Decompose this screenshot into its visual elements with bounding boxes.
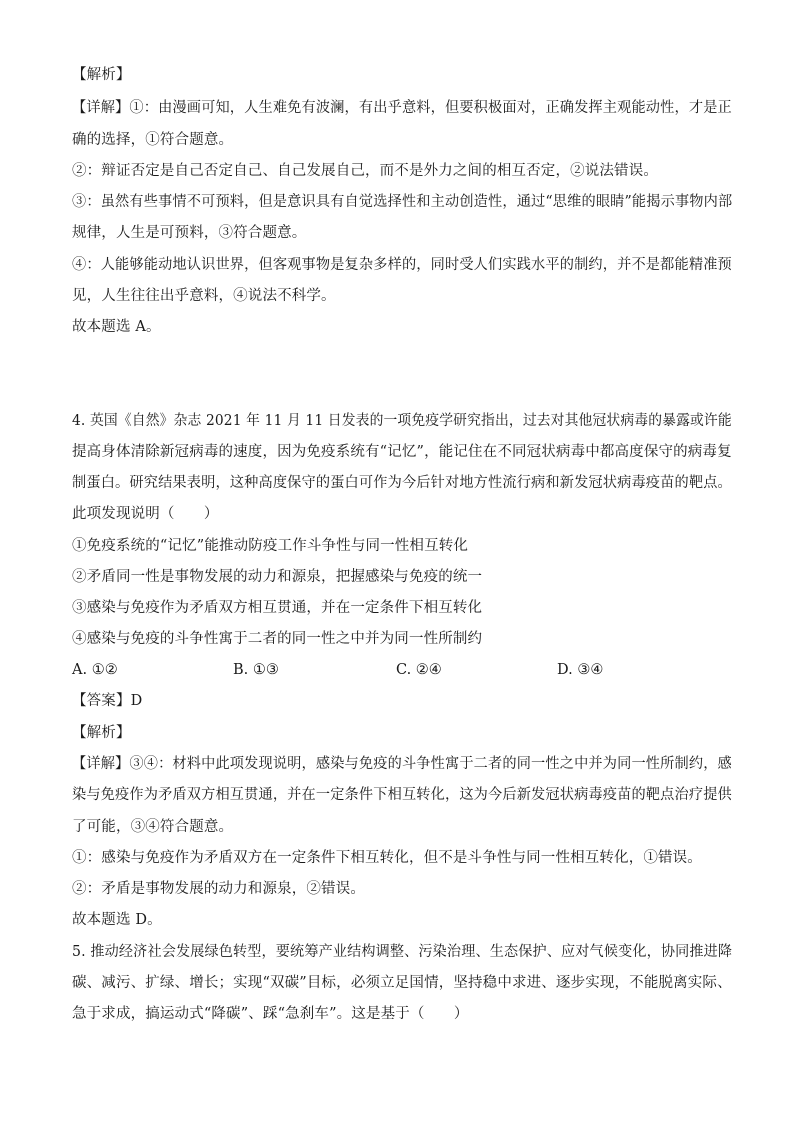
- q4-stem-line: 制蛋白。研究结果表明，这种高度保守的蛋白可作为今后针对地方性流行病和新发冠状病毒疫苗的靶点。: [72, 475, 732, 491]
- q3-analysis-heading: 【解析】: [72, 67, 131, 83]
- q4-stem-line: 4. 英国《自然》杂志 2021 年 11 月 11 日发表的一项免疫学研究指出，过去对其他冠状病毒的暴露或许能: [72, 413, 732, 429]
- q4-analysis-heading: 【解析】: [72, 725, 131, 741]
- q3-analysis-line: 规律，人生是可预料，③符合题意。: [72, 225, 307, 241]
- q4-statement-2: ②矛盾同一性是事物发展的动力和源泉，把握感染与免疫的统一: [72, 569, 483, 585]
- q4-option-c: C. ②④: [396, 662, 442, 678]
- q3-analysis-line: ②：辩证否定是自己否定自己、自己发展自己，而不是外力之间的相互否定，②说法错误。: [72, 163, 658, 179]
- q4-analysis-line: 了可能，③④符合题意。: [72, 819, 234, 835]
- q4-analysis-line: ①：感染与免疫作为矛盾双方在一定条件下相互转化，但不是斗争性与同一性相互转化，①错误。: [72, 850, 702, 866]
- q4-option-d: D. ③④: [557, 662, 604, 678]
- q4-answer: 【答案】D: [72, 693, 143, 709]
- q3-analysis-line: ④：人能够能动地认识世界，但客观事物是复杂多样的，同时受人们实践水平的制约，并不是都能精准预: [72, 257, 732, 273]
- q4-statement-4: ④感染与免疫的斗争性寓于二者的同一性之中并为同一性所制约: [72, 631, 483, 647]
- q5-stem-line: 5. 推动经济社会发展绿色转型，要统筹产业结构调整、污染治理、生态保护、应对气候变化，协同推进降: [72, 944, 733, 960]
- q5-stem-line: 急于求成，搞运动式“降碳”、踩“急刹车”。这是基于（ ）: [72, 1006, 469, 1022]
- q3-analysis-line: 【详解】①：由漫画可知，人生难免有波澜，有出乎意料，但要积极面对，正确发挥主观能动性，才是正: [72, 100, 732, 116]
- q4-conclusion: 故本题选 D。: [72, 912, 162, 928]
- q4-analysis-line: 染与免疫作为矛盾双方相互贯通，并在一定条件下相互转化，这为今后新发冠状病毒疫苗的靶点治疗提供: [72, 787, 732, 803]
- q4-statement-1: ①免疫系统的“记忆”能推动防疫工作斗争性与同一性相互转化: [72, 538, 469, 554]
- q3-conclusion: 故本题选 A。: [72, 319, 161, 335]
- q4-analysis-line: ②：矛盾是事物发展的动力和源泉，②错误。: [72, 881, 365, 897]
- q3-analysis-line: 确的选择，①符合题意。: [72, 132, 234, 148]
- q3-analysis-line: 见，人生往往出乎意料，④说法不科学。: [72, 288, 336, 304]
- q4-stem-line: 提高身体清除新冠病毒的速度，因为免疫系统有“记忆”，能记住在不同冠状病毒中都高度保守的病毒复: [72, 444, 732, 460]
- q4-option-b: B. ①③: [233, 662, 279, 678]
- q4-analysis-line: 【详解】③④：材料中此项发现说明，感染与免疫的斗争性寓于二者的同一性之中并为同一性所制约，感: [72, 756, 732, 772]
- q4-stem-line: 此项发现说明（ ）: [72, 506, 219, 522]
- q5-stem-line: 碳、减污、扩绿、增长；实现“双碳”目标，必须立足国情，坚持稳中求进、逐步实现，不能脱离实际、: [72, 975, 732, 991]
- q4-option-a: A. ①②: [72, 662, 118, 678]
- q3-analysis-line: ③：虽然有些事情不可预料，但是意识具有自觉选择性和主动创造性，通过“思维的眼睛”能揭示事物内部: [72, 194, 733, 210]
- q4-statement-3: ③感染与免疫作为矛盾双方相互贯通，并在一定条件下相互转化: [72, 600, 483, 616]
